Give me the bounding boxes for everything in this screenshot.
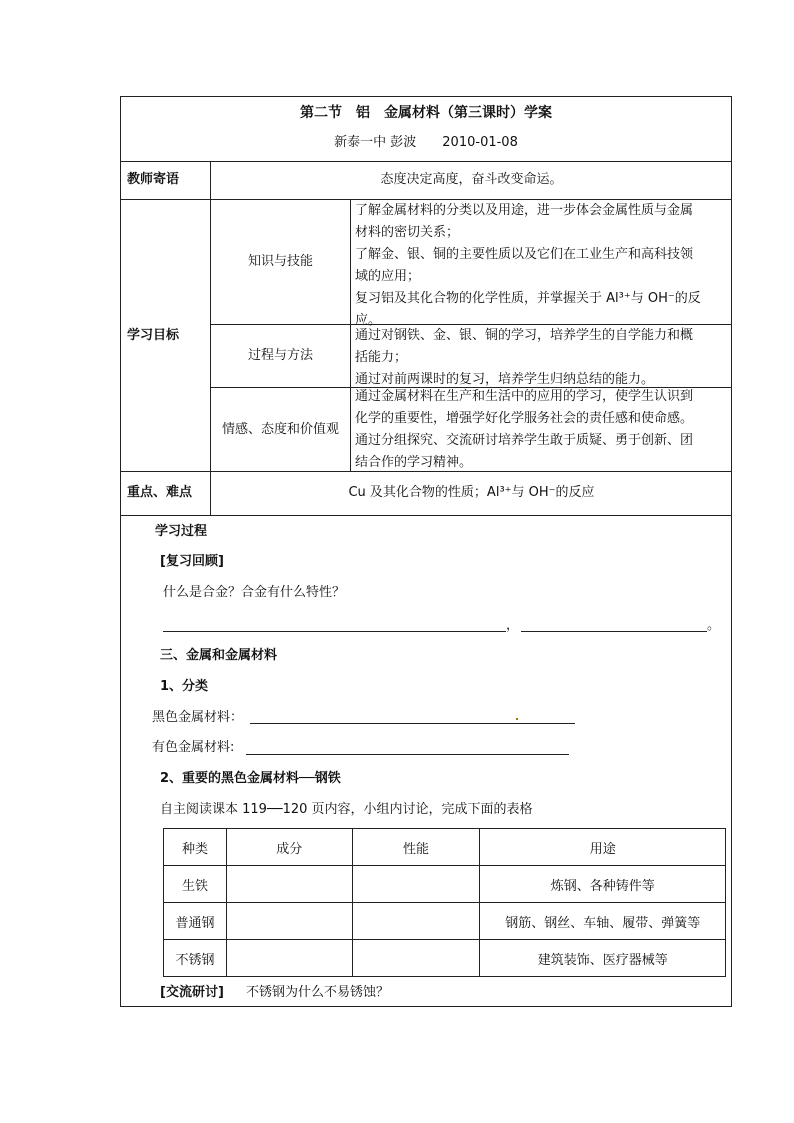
answer-blank-ferrous-metals[interactable]	[250, 723, 575, 724]
objective-line: 通过分组探究、交流研讨培养学生敢于质疑、勇于创新、团	[355, 433, 694, 448]
table-row	[164, 866, 726, 903]
blank-comma: ，	[506, 618, 520, 633]
answer-blank-alloy-properties[interactable]	[521, 631, 707, 632]
objective-line: 括能力；	[355, 350, 408, 365]
ink-speck	[516, 718, 518, 720]
objective-category-attitude: 情感、态度和价值观	[221, 422, 339, 437]
table-cell-fillable[interactable]	[352, 940, 480, 977]
reading-instruction: 自主阅读课本 119──120 页内容，小组内讨论，完成下面的表格	[160, 802, 533, 817]
answer-blank-alloy-definition[interactable]	[163, 631, 506, 632]
table-header-row	[164, 829, 726, 866]
subsection-steel: 2、重要的黑色金属材料──钢铁	[160, 771, 341, 786]
objective-text-knowledge	[355, 200, 701, 332]
section-three-heading: 三、金属和金属材料	[160, 648, 278, 663]
table-cell-fillable[interactable]	[226, 903, 352, 940]
objective-line: 应。	[355, 313, 382, 328]
rule-category-column	[350, 199, 351, 471]
objective-line: 化学的重要性，增强学好化学服务社会的责任感和使命感。	[355, 411, 694, 426]
teacher-message-text: 态度决定高度，奋斗改变命运。	[380, 172, 563, 187]
objective-line: 通过对前两课时的复习，培养学生归纳总结的能力。	[355, 372, 655, 387]
author-line: 新泰一中 彭波 2010-01-08	[334, 135, 518, 150]
nonferrous-metals-label: 有色金属材料:	[152, 740, 235, 755]
key-points-text: Cu 及其化合物的性质；Al³⁺与 OH⁻的反应	[348, 485, 595, 500]
rule-below-key-points	[120, 515, 732, 516]
learning-process-heading: 学习过程	[155, 524, 208, 539]
discussion-label: [交流研讨]	[160, 985, 224, 1000]
table-cell-fillable[interactable]	[226, 940, 352, 977]
table-cell: 炼钢、各种铸件等	[480, 866, 726, 903]
rule-below-header	[120, 161, 732, 162]
objective-category-knowledge: 知识与技能	[247, 254, 313, 269]
objective-line: 了解金属材料的分类以及用途，进一步体会金属性质与金属	[355, 203, 694, 218]
objective-line: 了解金、银、铜的主要性质以及它们在工业生产和高科技领	[355, 247, 694, 262]
header-cell: 用途	[480, 829, 726, 866]
review-label: [复习回顾]	[160, 554, 224, 569]
page-title: 第二节 铝 金属材料（第三课时）学案	[300, 105, 552, 121]
objective-text-process	[355, 325, 693, 391]
objective-line: 通过对钢铁、金、银、铜的学习，培养学生的自学能力和概	[355, 328, 694, 343]
subsection-classification: 1、分类	[160, 679, 209, 694]
objective-text-attitude	[355, 386, 693, 474]
discussion-question: 不锈钢为什么不易锈蚀？	[246, 985, 390, 1000]
objective-line: 域的应用；	[355, 269, 421, 284]
table-row	[164, 940, 726, 977]
blank-period: 。	[707, 618, 721, 633]
objective-category-process: 过程与方法	[247, 348, 313, 363]
header-cell: 种类	[164, 829, 227, 866]
objective-line: 复习铝及其化合物的化学性质，并掌握关于 Al³⁺与 OH⁻的反	[355, 291, 701, 306]
steel-types-table	[163, 828, 726, 977]
rule-label-column	[210, 161, 211, 515]
table-cell-fillable[interactable]	[352, 903, 480, 940]
objective-line: 结合作的学习精神。	[355, 455, 473, 470]
table-cell-fillable[interactable]	[226, 866, 352, 903]
ferrous-metals-label: 黑色金属材料：	[152, 710, 244, 725]
answer-blank-nonferrous-metals[interactable]	[246, 754, 569, 755]
table-row	[164, 903, 726, 940]
objective-line: 材料的密切关系；	[355, 225, 460, 240]
objectives-label: 学习目标	[127, 328, 180, 343]
objective-line: 通过金属材料在生产和生活中的应用的学习，使学生认识到	[355, 389, 694, 404]
table-cell: 普通钢	[164, 903, 227, 940]
table-cell: 钢筋、钢丝、车轴、履带、弹簧等	[480, 903, 726, 940]
teacher-message-label: 教师寄语	[127, 172, 180, 187]
header-cell: 性能	[352, 829, 480, 866]
alloy-question: 什么是合金？合金有什么特性？	[163, 585, 346, 600]
table-cell-fillable[interactable]	[352, 866, 480, 903]
header-cell: 成分	[226, 829, 352, 866]
table-cell: 生铁	[164, 866, 227, 903]
key-points-label: 重点、难点	[127, 485, 193, 500]
table-cell: 不锈钢	[164, 940, 227, 977]
table-cell: 建筑装饰、医疗器械等	[480, 940, 726, 977]
